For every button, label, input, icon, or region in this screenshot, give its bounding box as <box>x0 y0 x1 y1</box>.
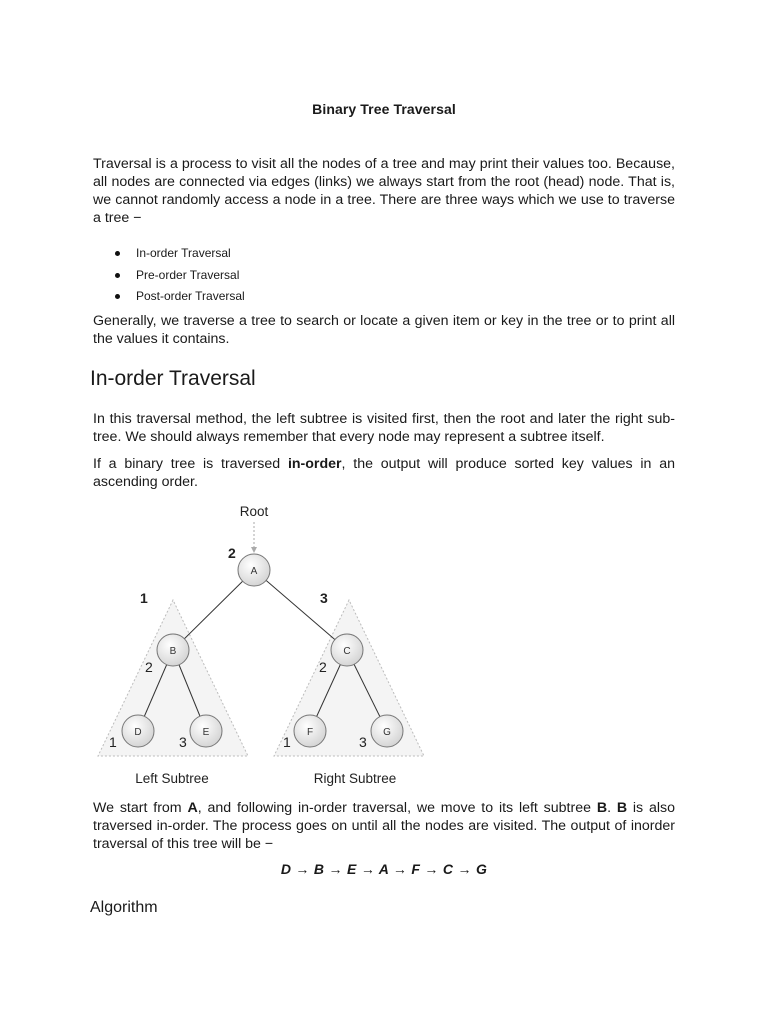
order-number-root: 2 <box>228 545 236 561</box>
root-label: Root <box>239 504 269 519</box>
method-paragraph: In this traversal method, the left subtree is visited first, then the root and later the right sub-tree. We should always remember that every node may represent a subtree itself. <box>93 411 675 445</box>
svg-text:B: B <box>169 646 177 657</box>
tree-node-d <box>122 715 154 747</box>
order-number-c: 2 <box>319 659 327 675</box>
document-title: Binary Tree Traversal <box>312 101 456 117</box>
left-subtree-caption: Left Subtree <box>135 771 209 786</box>
left-subtree-triangle <box>98 600 248 756</box>
svg-text:G: G <box>383 727 391 738</box>
svg-text:D: D <box>134 727 142 738</box>
order-number-b: 2 <box>145 659 153 675</box>
list-item: In-order Traversal <box>113 244 245 266</box>
tree-node-c <box>331 634 363 666</box>
tree-node-g <box>371 715 403 747</box>
order-number-e: 3 <box>179 734 187 750</box>
order-number-d: 1 <box>109 734 117 750</box>
svg-text:A: A <box>250 566 258 577</box>
order-number-left: 1 <box>140 590 148 606</box>
svg-text:E: E <box>202 727 210 738</box>
binary-tree-diagram <box>88 500 433 792</box>
tree-node-f <box>294 715 326 747</box>
tree-node-b <box>157 634 189 666</box>
svg-text:C: C <box>343 646 351 657</box>
list-item: Post-order Traversal <box>113 287 245 309</box>
inorder-paragraph: If a binary tree is traversed in-order, the output will produce sorted key values in an ascending order. <box>93 456 675 490</box>
general-paragraph: Generally, we traverse a tree to search or locate a given item or key in the tree or to print all the values it contains. <box>93 313 675 347</box>
svg-text:F: F <box>306 727 314 738</box>
intro-paragraph: Traversal is a process to visit all the nodes of a tree and may print their values too. Because, all nodes are connected via edges (links) we always start from the root (head) node. That is, we cannot randomly access a node in a tree. There are three ways which we use to traverse a tree − <box>93 156 675 226</box>
walkthrough-paragraph: We start from A, and following in-order traversal, we move to its left subtree B. B is also traversed in-order. The process goes on until all the nodes are visited. The output of inorder traversal of this tree will be − <box>93 800 675 852</box>
edge-a-c <box>254 570 347 650</box>
tree-node-e <box>190 715 222 747</box>
traversal-list <box>113 244 245 309</box>
order-number-right: 3 <box>320 590 328 606</box>
list-item: Pre-order Traversal <box>113 266 245 288</box>
order-number-f: 1 <box>283 734 291 750</box>
right-subtree-caption: Right Subtree <box>313 771 397 786</box>
edge-a-b <box>173 570 254 650</box>
bullet-icon <box>115 294 120 299</box>
section-heading: In-order Traversal <box>90 367 256 390</box>
algorithm-heading: Algorithm <box>90 899 158 916</box>
traversal-result: D → B → E → A → F → C → G <box>280 861 488 877</box>
order-number-g: 3 <box>359 734 367 750</box>
bullet-icon <box>115 273 120 278</box>
bullet-icon <box>115 251 120 256</box>
tree-node-a <box>238 554 270 586</box>
